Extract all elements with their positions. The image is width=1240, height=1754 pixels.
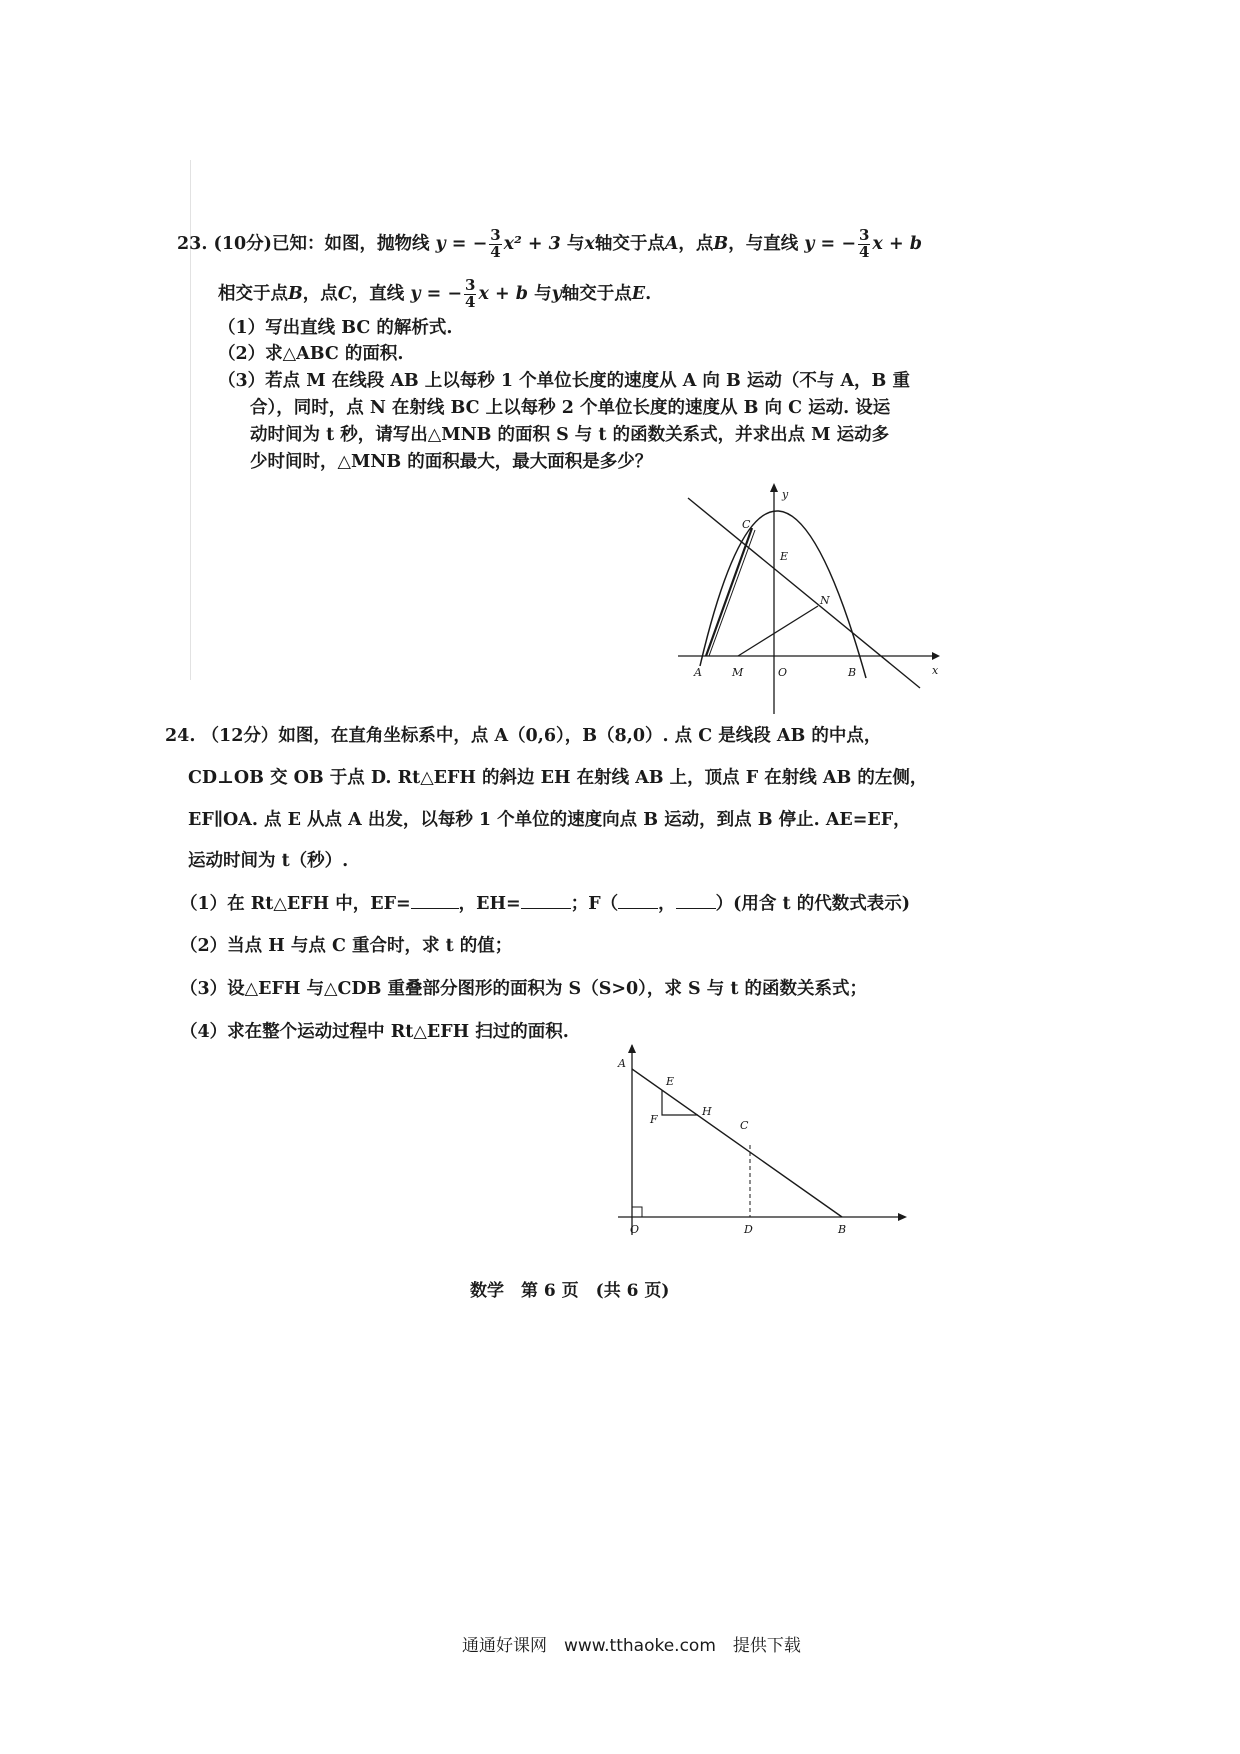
blank-fx bbox=[618, 907, 658, 909]
right-angle-o bbox=[632, 1207, 642, 1217]
q23-intro-d: ，与直线 bbox=[728, 233, 799, 254]
q24-part2: （2）当点 H 与点 C 重合时，求 t 的值； bbox=[180, 936, 513, 956]
fig23-label-n: N bbox=[820, 594, 830, 607]
q24-line3: EF∥OA. 点 E 从点 A 出发，以每秒 1 个单位的速度向点 B 运动，到点 B 停止. AE=EF， bbox=[188, 810, 911, 830]
segment-ab bbox=[632, 1069, 842, 1217]
y-axis-arrow bbox=[770, 483, 778, 492]
fig24-label-e: E bbox=[666, 1075, 675, 1088]
q24-part3: （3）设△EFH 与△CDB 重叠部分图形的面积为 S（S>0），求 S 与 t 的函数关系式； bbox=[180, 979, 868, 999]
fig23-label-b: B bbox=[848, 666, 857, 679]
q23-intro-c: 轴交于点 bbox=[594, 233, 665, 254]
fig24-label-c: C bbox=[740, 1119, 749, 1132]
line2-rhs: x + b bbox=[478, 283, 528, 304]
q24-part1-d: ， bbox=[658, 894, 676, 914]
q24-part4: （4）求在整个运动过程中 Rt△EFH 扫过的面积. bbox=[180, 1022, 569, 1042]
blank-ef bbox=[411, 907, 459, 909]
q23-part1: （1）写出直线 BC 的解析式. bbox=[218, 318, 453, 338]
fig24-label-h: H bbox=[702, 1105, 712, 1118]
q23-line2-b: ，点 bbox=[302, 283, 338, 304]
q23-point-b: B bbox=[713, 233, 729, 254]
segment-ac bbox=[706, 528, 752, 656]
blank-fy bbox=[676, 907, 716, 909]
q23-line2-y: y bbox=[551, 283, 562, 304]
q24-line4: 运动时间为 t（秒）. bbox=[188, 851, 349, 871]
fig23-label-x: x bbox=[932, 664, 939, 677]
fig23-label-e: E bbox=[780, 550, 789, 563]
source-watermark: 通通好课网 www.tthaoke.com 提供下载 bbox=[462, 1636, 801, 1656]
parabola-curve bbox=[700, 511, 866, 678]
fig23-label-y: y bbox=[782, 488, 789, 501]
fig24-label-a: A bbox=[618, 1057, 626, 1070]
q23-line2-f: . bbox=[645, 283, 652, 304]
parabola-frac-num: 3 bbox=[490, 226, 501, 244]
fig23-label-m: M bbox=[732, 666, 744, 679]
q24-line2: CD⊥OB 交 OB 于点 D. Rt△EFH 的斜边 EH 在射线 AB 上，顶点 F 在射线 AB 的左侧， bbox=[188, 768, 928, 788]
line2-fraction bbox=[464, 278, 476, 311]
q23-figure bbox=[670, 480, 940, 720]
q24-figure bbox=[610, 1045, 910, 1245]
line-rhs: x + b bbox=[872, 233, 922, 254]
x-axis-arrow bbox=[932, 652, 940, 660]
fig24-label-b: B bbox=[838, 1223, 847, 1236]
line2-frac-num: 3 bbox=[465, 276, 476, 294]
line2-lhs: y = − bbox=[410, 283, 463, 304]
fig23-label-a: A bbox=[694, 666, 702, 679]
q23-part3-line4: 少时间时，△MNB 的面积最大，最大面积是多少？ bbox=[250, 452, 653, 472]
q23-intro-b: 与 bbox=[566, 233, 585, 254]
q23-point-a: A bbox=[664, 233, 679, 254]
line2-frac-den: 4 bbox=[465, 292, 476, 311]
parabola-frac-den: 4 bbox=[490, 242, 501, 261]
q23-intro-a: 已知：如图，抛物线 bbox=[271, 233, 430, 254]
fig24-label-o: O bbox=[630, 1223, 640, 1236]
q23-part3-line3: 动时间为 t 秒，请写出△MNB 的面积 S 与 t 的函数关系式，并求出点 M 运动多 bbox=[250, 425, 890, 445]
fig24-label-f: F bbox=[650, 1113, 658, 1126]
parabola-lhs: y = − bbox=[435, 233, 488, 254]
segment-mn bbox=[738, 606, 818, 656]
q23-heading-line bbox=[177, 228, 922, 261]
parabola-fraction bbox=[489, 228, 501, 261]
q24-part1-e: ）(用含 t 的代数式表示) bbox=[715, 894, 910, 914]
q23-line2-d: 与 bbox=[534, 283, 552, 304]
q24-part1-c: ；F（ bbox=[570, 894, 619, 914]
q23-line2-point-c: C bbox=[337, 283, 352, 304]
line-lhs: y = − bbox=[804, 233, 856, 254]
q23-line2-c: ，直线 bbox=[351, 283, 405, 304]
line-frac-num: 3 bbox=[858, 226, 870, 244]
q23-line2-point-b: B bbox=[288, 283, 303, 304]
line-fraction bbox=[858, 228, 870, 261]
q23-part2: （2）求△ABC 的面积. bbox=[218, 344, 404, 364]
parabola-rhs: x² + 3 bbox=[503, 233, 561, 254]
q23-part3-line1: （3）若点 M 在线段 AB 上以每秒 1 个单位长度的速度从 A 向 B 运动（不与 A，B 重 bbox=[218, 371, 910, 391]
q24-line1: 24. （12分）如图，在直角坐标系中，点 A（0,6），B（8,0）. 点 C 是线段 AB 的中点， bbox=[165, 726, 882, 746]
fig23-label-o: O bbox=[778, 666, 788, 679]
page-footer: 数学 第 6 页 (共 6 页) bbox=[470, 1281, 670, 1301]
q23-comma1: ，点 bbox=[678, 233, 714, 254]
line-frac-den: 4 bbox=[858, 242, 870, 261]
q24-part1 bbox=[180, 896, 910, 914]
q24-part1-a: （1）在 Rt△EFH 中，EF= bbox=[180, 894, 411, 914]
q23-number: 23. (10分) bbox=[177, 233, 272, 254]
q23-line2-point-e: E bbox=[631, 283, 646, 304]
q23-line2-e: 轴交于点 bbox=[561, 283, 632, 304]
fig23-label-c: C bbox=[742, 518, 751, 531]
fig24-y-arrow bbox=[628, 1044, 636, 1053]
q23-second-line bbox=[218, 278, 651, 311]
q23-x-axis: x bbox=[584, 233, 595, 254]
q23-line2-a: 相交于点 bbox=[218, 283, 288, 304]
fig24-label-d: D bbox=[744, 1223, 753, 1236]
fig24-x-arrow bbox=[898, 1213, 907, 1221]
q23-part3-line2: 合），同时，点 N 在射线 BC 上以每秒 2 个单位长度的速度从 B 向 C 运动. 设运 bbox=[250, 398, 891, 418]
segment-ac-shadow bbox=[709, 530, 755, 656]
blank-eh bbox=[521, 907, 571, 909]
q24-part1-b: ，EH= bbox=[458, 894, 521, 914]
